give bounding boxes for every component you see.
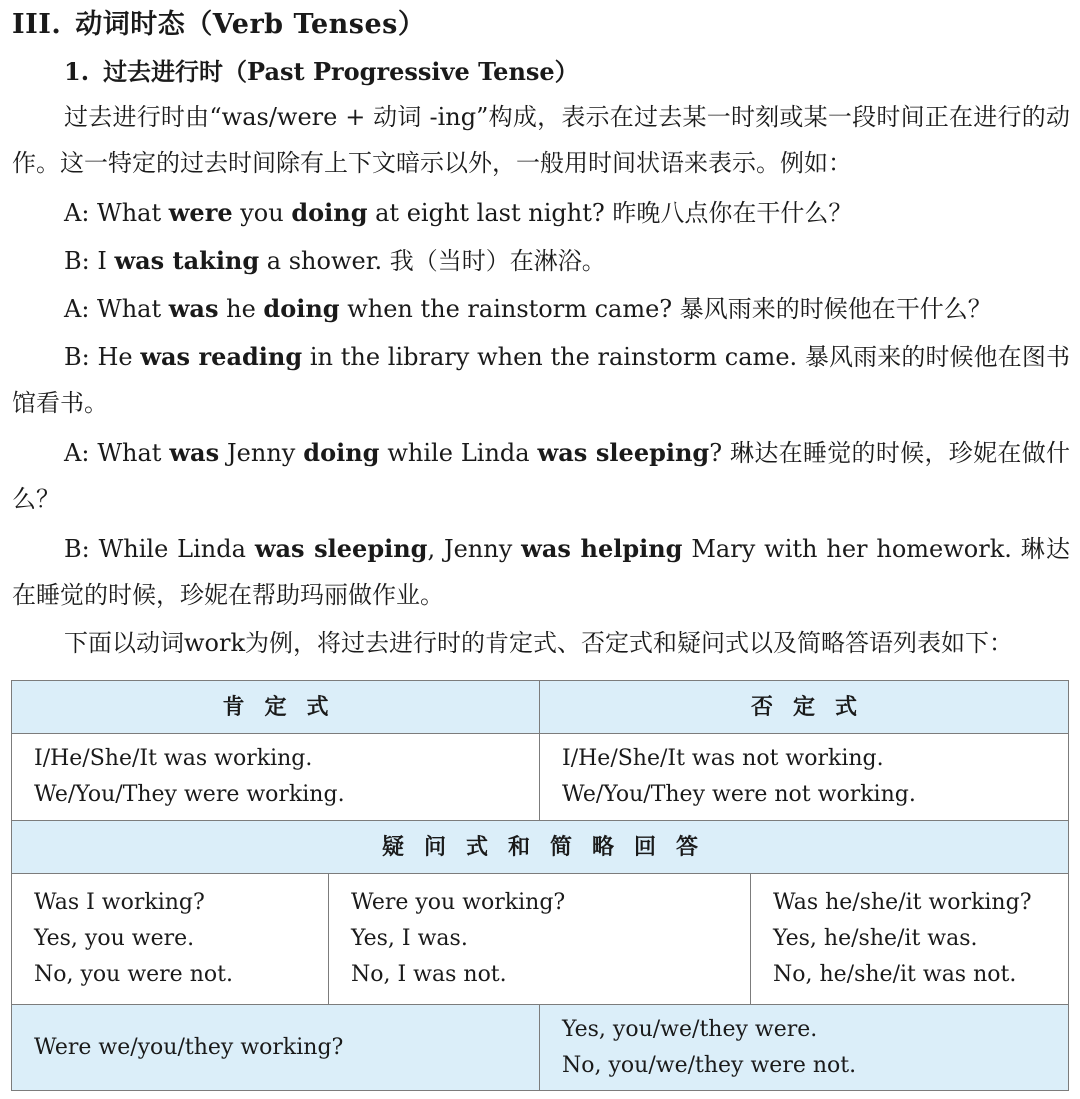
answer-line: Yes, I was. <box>351 926 468 951</box>
subsection-heading <box>64 52 579 87</box>
sentence-text: a shower. 我（当时）在淋浴。 <box>259 247 606 275</box>
sentence-text: Mary with her homework. 琳达在睡觉的时候，珍妮在帮助玛丽做作业。 <box>12 535 1071 609</box>
sentence-text: he <box>218 295 264 323</box>
negative-line: I/He/She/It was not working. <box>562 746 884 771</box>
table-intro: 下面以动词work为例，将过去进行时的肯定式、否定式和疑问式以及简略答语列表如下： <box>64 629 1014 657</box>
question-header: 疑问式和简略回答 <box>12 821 1069 874</box>
affirmative-cell <box>12 734 540 821</box>
negative-cell <box>540 734 1069 821</box>
question-cell <box>751 874 1069 1005</box>
sentence-text: B: I <box>64 247 115 275</box>
answer-line: No, you were not. <box>34 962 233 987</box>
emphasized-verb: doing <box>303 438 380 467</box>
example-sentence <box>12 190 1070 236</box>
question-line: Were you working? <box>351 890 566 915</box>
sentence-text: B: While Linda <box>64 535 255 563</box>
emphasized-verb: was sleeping <box>254 534 428 563</box>
example-sentence <box>12 430 1070 522</box>
example-sentence <box>12 238 1070 284</box>
sentence-text: when the rainstorm came? 暴风雨来的时候他在干什么？ <box>339 295 992 323</box>
sentence-text: you <box>232 199 292 227</box>
example-sentence <box>12 526 1070 618</box>
emphasized-verb: was sleeping <box>537 438 710 467</box>
section-heading <box>12 2 425 41</box>
sentence-text: A: What <box>64 295 169 323</box>
sentence-text: B: He <box>64 343 141 371</box>
plural-question-cell <box>12 1005 540 1091</box>
sentence-text: A: What <box>64 439 170 467</box>
emphasized-verb: doing <box>291 198 368 227</box>
affirmative-line: We/You/They were working. <box>34 782 345 807</box>
negative-header: 否定式 <box>540 681 1069 734</box>
emphasized-verb: were <box>168 198 233 227</box>
affirmative-line: I/He/She/It was working. <box>34 746 313 771</box>
section-number: III. <box>12 9 62 40</box>
intro-paragraph: 过去进行时由“was/were + 动词 -ing”构成，表示在过去某一时刻或某一段时间正在进行的动作。这一特定的过去时间除有上下文暗示以外，一般用时间状语来表示。例如： <box>12 103 1070 177</box>
subsection-number: 1. <box>64 57 90 86</box>
answer-line: Yes, he/she/it was. <box>773 926 978 951</box>
answer-line: Yes, you were. <box>34 926 195 951</box>
conjugation-table <box>11 680 1069 1091</box>
emphasized-verb: was helping <box>521 534 683 563</box>
sentence-text: Jenny <box>219 439 304 467</box>
answer-line: No, I was not. <box>351 962 507 987</box>
sentence-text: in the library when the rainstorm came. 暴风雨来的时候他在图书馆看书。 <box>12 343 1071 417</box>
answer-line: No, you/we/they were not. <box>562 1052 857 1078</box>
example-sentence <box>12 334 1070 426</box>
emphasized-verb: was taking <box>114 246 260 275</box>
emphasized-verb: doing <box>263 294 340 323</box>
plural-answer-cell <box>540 1005 1069 1091</box>
question-line: Was he/she/it working? <box>773 890 1032 915</box>
answer-line: Yes, you/we/they were. <box>562 1016 818 1042</box>
sentence-text: A: What <box>64 199 169 227</box>
subsection-title: 过去进行时（Past Progressive Tense） <box>103 57 579 86</box>
sentence-text: while Linda <box>379 439 538 467</box>
sentence-text: at eight last night? 昨晚八点你在干什么？ <box>367 199 853 227</box>
sentence-text: , Jenny <box>427 535 522 563</box>
affirmative-header: 肯定式 <box>12 681 540 734</box>
section-title: 动词时态（Verb Tenses） <box>75 9 426 40</box>
emphasized-verb: was <box>168 294 219 323</box>
example-sentence <box>12 286 1070 332</box>
negative-line: We/You/They were not working. <box>562 782 916 807</box>
question-line: Was I working? <box>34 890 205 915</box>
answer-line: No, he/she/it was not. <box>773 962 1017 987</box>
question-cell <box>329 874 751 1005</box>
question-line: Were we/you/they working? <box>34 1034 344 1060</box>
question-cell <box>12 874 329 1005</box>
sentence-text: ? 琳达在睡觉的时候，珍妮在做什么？ <box>12 439 1070 513</box>
emphasized-verb: was reading <box>140 342 303 371</box>
emphasized-verb: was <box>169 438 220 467</box>
